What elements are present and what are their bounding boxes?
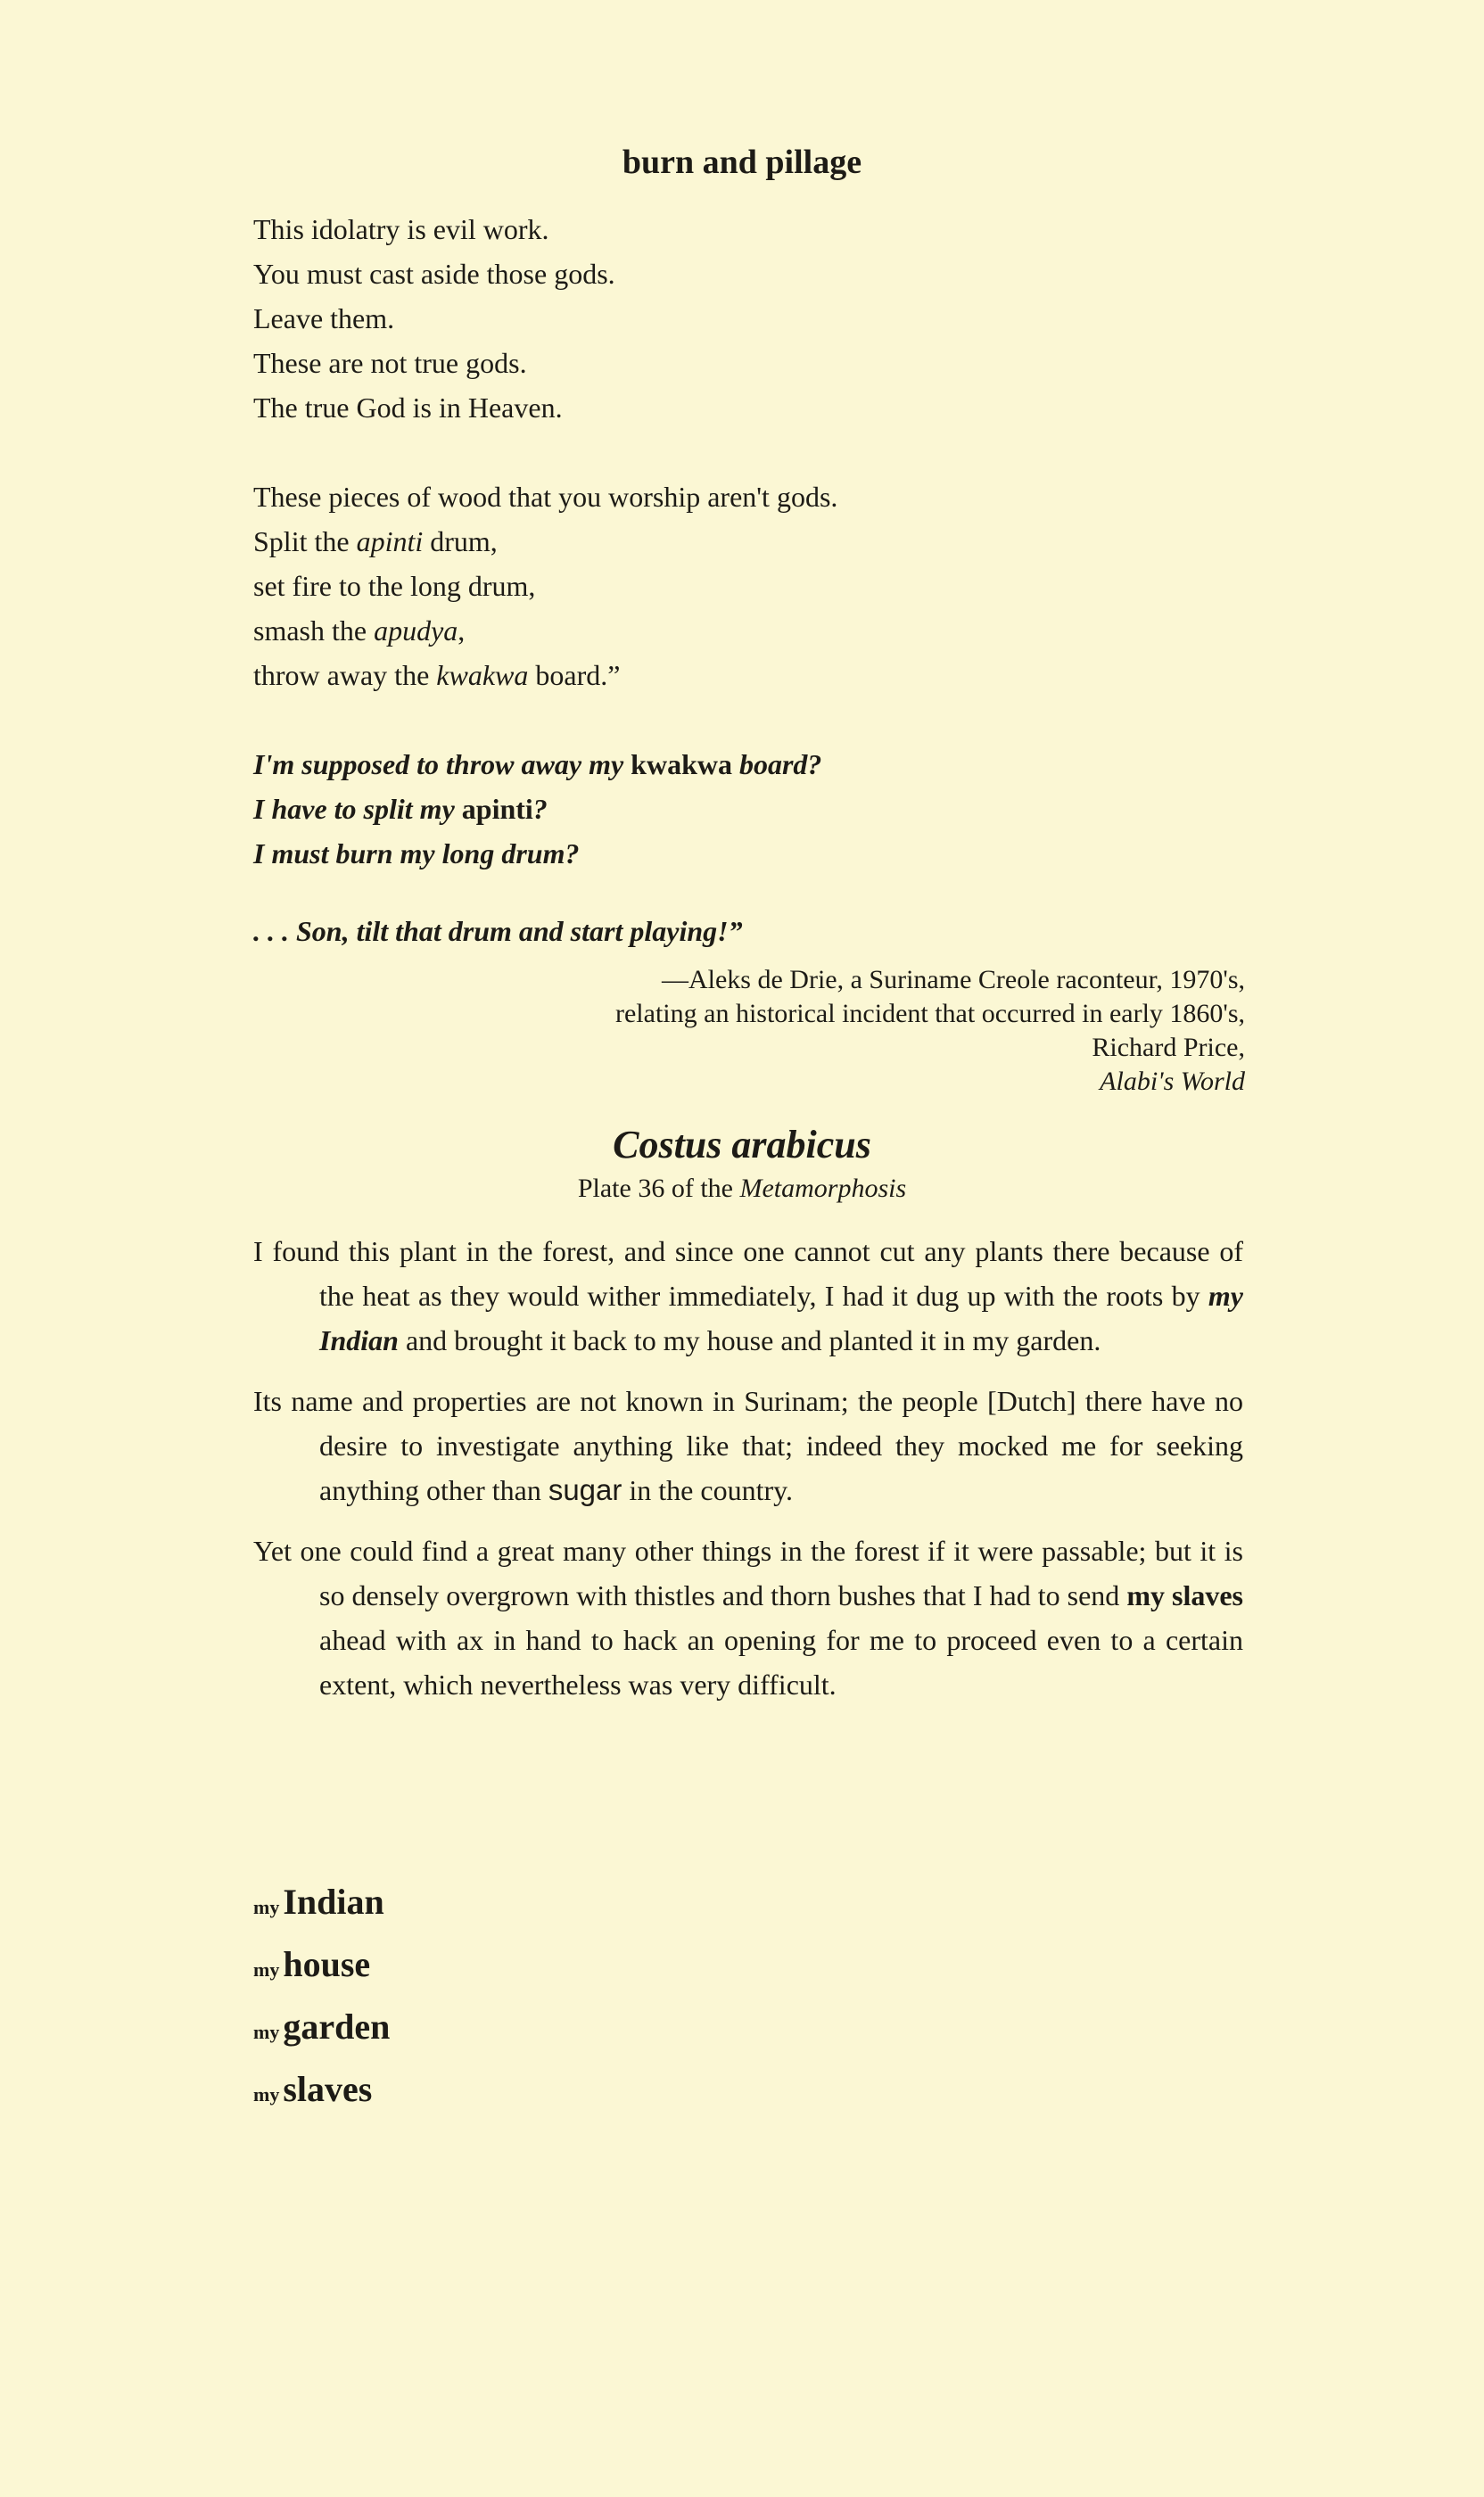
text: ? [532,793,548,825]
upright-word: apinti [461,793,533,825]
attribution-line [615,1031,1245,1099]
paragraph [253,1529,1243,1707]
book-title: Alabi's World [1100,1067,1245,1096]
text: board.” [528,659,621,691]
list-item [253,1871,390,1933]
text: Split the [253,525,357,557]
list-item [253,2058,390,2121]
stanza-2 [253,474,1270,697]
text: Richard Price, [1092,1033,1245,1062]
poem-title: burn and pillage [622,144,862,181]
italic-word: apinti [356,525,424,557]
paragraph [253,1229,1243,1363]
italic-word: kwakwa [436,659,529,691]
poem-line: Leave them. [253,302,395,334]
attribution [615,963,1245,1099]
text: board? [731,748,822,780]
closing-quote: . . . Son, tilt that drum and start playing!” [253,915,743,947]
poem-line: You must cast aside those gods. [253,258,615,290]
stanza-3 [253,742,1270,876]
noun-label: Indian [283,1882,384,1922]
upright-word: kwakwa [631,748,732,780]
noun-label: slaves [283,2069,373,2109]
section-heading: Costus arabicus [613,1123,871,1166]
poem-line: set fire to the long drum, [253,570,536,602]
text: drum, [423,525,498,557]
list-item [253,1996,390,2058]
paragraph [253,1379,1243,1512]
text: Plate 36 of the [577,1174,740,1203]
text: smash the [253,614,375,647]
text: in the country. [622,1474,794,1506]
prose-body [253,1229,1243,1723]
text: I'm supposed to throw away my [253,748,631,780]
poem-line: These pieces of wood that you worship aren't gods. [253,481,838,513]
poem-line: This idolatry is evil work. [253,213,549,245]
my-label: my [253,1896,280,1918]
noun-label: garden [283,2007,391,2047]
text: I found this plant in the forest, and since one cannot cut any plants there because of the heat as they would wither immediately, I had it dug up with the roots by [253,1235,1243,1312]
text: ahead with ax in hand to hack an opening for me to proceed even to a certain extent, which nevertheless was very difficult. [319,1624,1243,1701]
poem-line [253,787,1270,831]
poem-line [253,653,1270,697]
my-label: my [253,1958,280,1981]
attribution-line: relating an historical incident that occurred in early 1860's, [615,999,1245,1028]
emphasis: my Indian [319,1280,1243,1356]
section-subtitle [0,1174,1484,1204]
italic-title: Metamorphosis [739,1174,907,1203]
emphasis: sugar [548,1473,622,1506]
my-label: my [253,2083,280,2106]
text: throw away the [253,659,437,691]
text: and brought it back to my house and planted it in my garden. [398,1324,1101,1356]
attribution-line: —Aleks de Drie, a Suriname Creole raconteur, 1970's, [661,965,1245,994]
my-list [253,1871,390,2121]
poem-line [253,519,1270,564]
text: Yet one could find a great many other things in the forest if it were passable; but it is so densely overgrown with thistles and thorn bushes that I had to send [253,1535,1243,1611]
poem-line: The true God is in Heaven. [253,391,563,424]
list-item [253,1933,390,1996]
noun-label: house [283,1944,371,1984]
poem-line [253,608,1270,653]
italic-word: apudya [374,614,458,647]
poem-line: I must burn my long drum? [253,837,580,869]
poem-line: These are not true gods. [253,347,527,379]
stanza-1 [253,207,1270,430]
text: Its name and properties are not known in Surinam; the people [Dutch] there have no desire to investigate anything like that; indeed they mocked me for seeking anything other than [253,1385,1243,1506]
my-label: my [253,2021,280,2043]
poem-line [253,742,1270,787]
poem-body [253,207,1270,920]
emphasis: my slaves [1126,1579,1244,1611]
text: , [458,614,466,647]
text: I have to split my [253,793,462,825]
